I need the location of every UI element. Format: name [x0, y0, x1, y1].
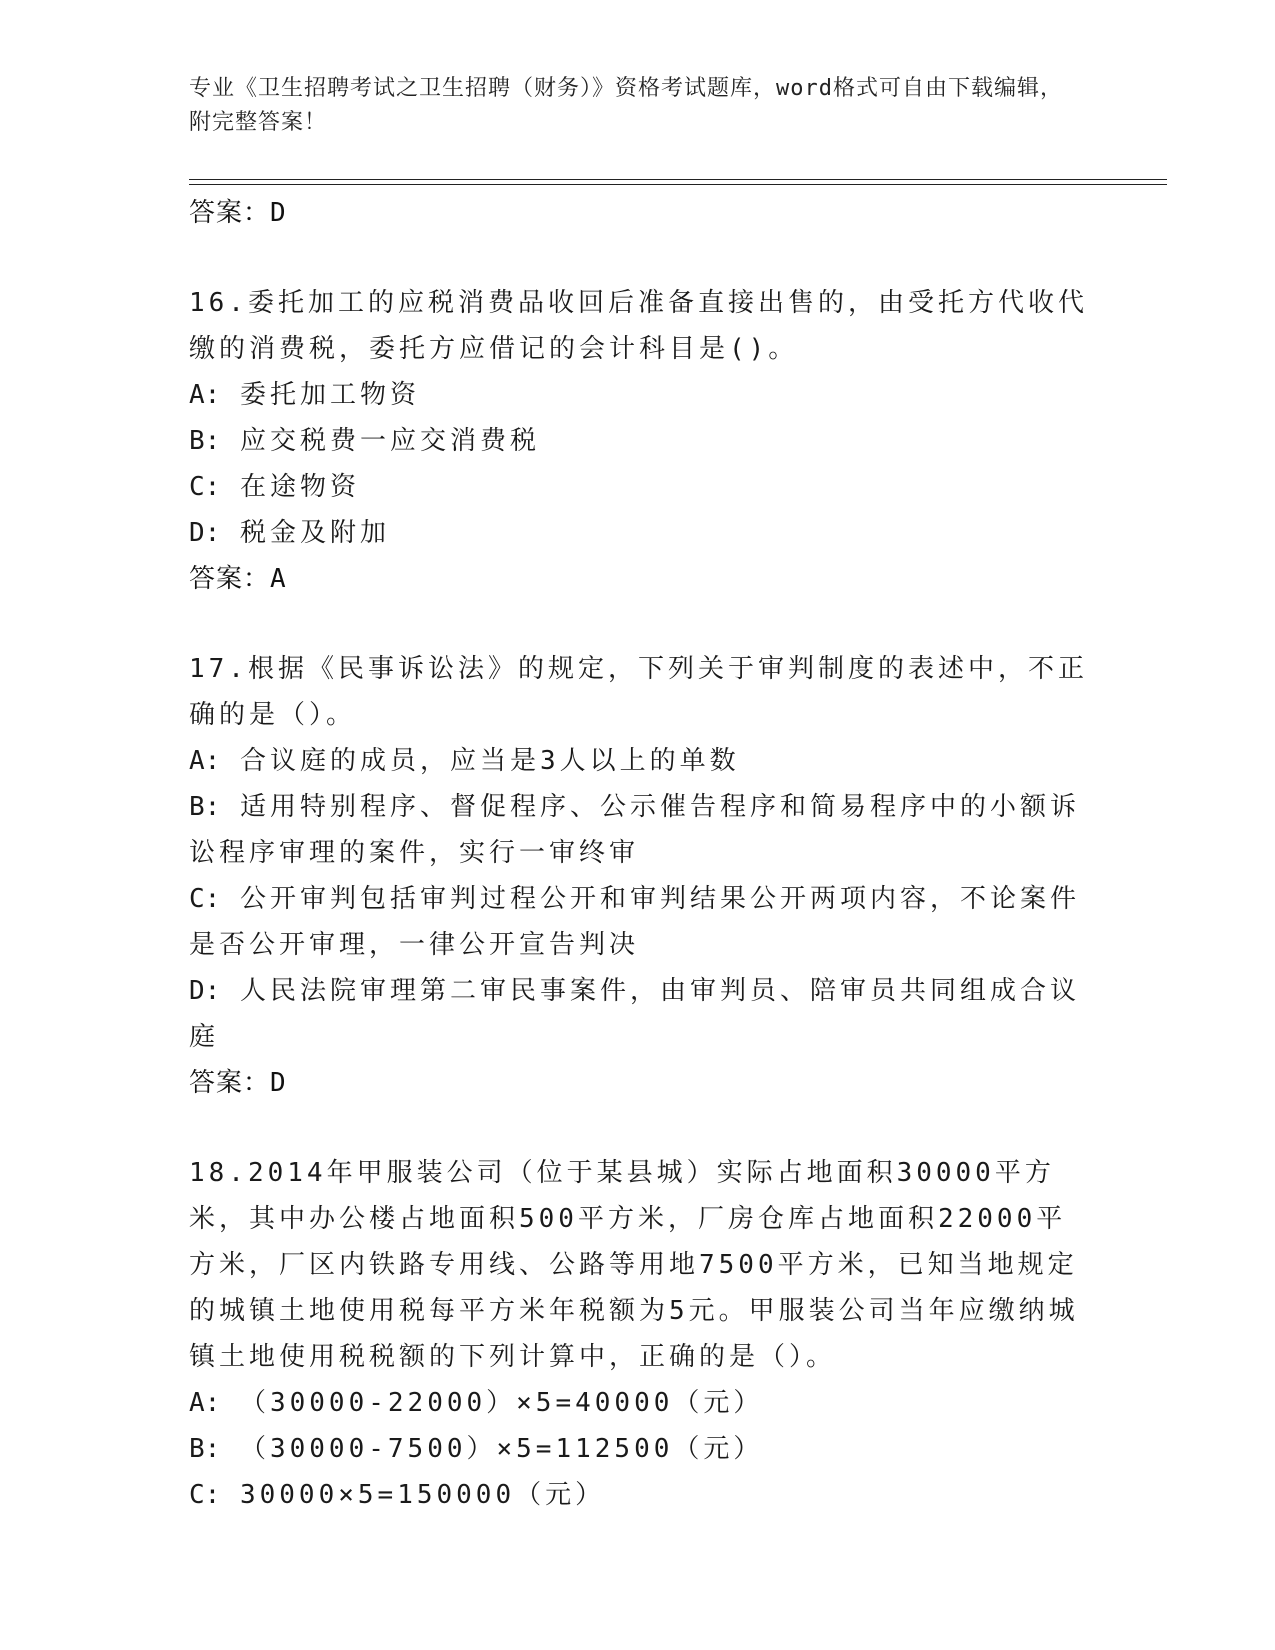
header-rule-top — [189, 179, 1167, 180]
option-a — [189, 1380, 1089, 1426]
answer-value: D — [270, 1068, 287, 1098]
question-17 — [189, 646, 1089, 1106]
option-label: D: — [189, 976, 221, 1006]
option-text: 适用特别程序、督促程序、公示催告程序和简易程序中的小额诉讼程序审理的案件，实行一审终审 — [189, 792, 1080, 868]
option-a — [189, 372, 1089, 418]
header-text: 专业《卫生招聘考试之卫生招聘（财务）》资格考试题库，word格式可自由下载编辑，附完整答案！ — [189, 76, 1063, 135]
option-d — [189, 510, 1089, 556]
answer-label: 答案： — [189, 198, 271, 228]
answer-label: 答案： — [189, 1068, 271, 1098]
question-stem: 17.根据《民事诉讼法》的规定，下列关于审判制度的表述中，不正确的是（）。 — [189, 654, 1088, 730]
option-label: B: — [189, 1434, 221, 1464]
option-c — [189, 876, 1089, 968]
answer-line — [189, 556, 1089, 602]
option-label: C: — [189, 472, 221, 502]
option-label: C: — [189, 884, 221, 914]
question-stem: 16.委托加工的应税消费品收回后准备直接出售的，由受托方代收代缴的消费税，委托方应借记的会计科目是()。 — [189, 288, 1088, 364]
option-label: A: — [189, 380, 221, 410]
option-text: 在途物资 — [239, 472, 360, 502]
option-text: 30000×5=150000（元） — [239, 1480, 606, 1510]
option-text: 应交税费一应交消费税 — [239, 426, 540, 456]
question-stem: 18.2014年甲服装公司（位于某县城）实际占地面积30000平方米，其中办公楼占地面积500平方米，厂房仓库占地面积22000平方米，厂区内铁路专用线、公路等用地7500平方米，已知当地规定的城镇土地使用税每平方米年税额为5元。甲服装公司当年应缴纳城镇土地使用税税额的下列计算中，正确的是（）。 — [189, 1158, 1079, 1372]
option-text: 合议庭的成员，应当是3人以上的单数 — [239, 746, 740, 776]
option-label: A: — [189, 746, 221, 776]
option-b — [189, 418, 1089, 464]
option-label: D: — [189, 518, 221, 548]
page-header — [189, 72, 1069, 140]
option-label: B: — [189, 426, 221, 456]
header-rule-bottom — [189, 184, 1167, 185]
question-18 — [189, 1150, 1089, 1518]
option-label: A: — [189, 1388, 221, 1418]
option-a — [189, 738, 1089, 784]
option-text: 人民法院审理第二审民事案件，由审判员、陪审员共同组成合议庭 — [189, 976, 1080, 1052]
answer-line — [189, 1060, 1089, 1106]
option-label: C: — [189, 1480, 221, 1510]
option-d — [189, 968, 1089, 1060]
option-text: （30000-7500）×5=112500（元） — [239, 1434, 764, 1464]
question-16 — [189, 280, 1089, 602]
option-b — [189, 784, 1089, 876]
option-text: 公开审判包括审判过程公开和审判结果公开两项内容，不论案件是否公开审理，一律公开宣告判决 — [189, 884, 1080, 960]
answer-label: 答案： — [189, 564, 271, 594]
option-c — [189, 1472, 1089, 1518]
option-label: B: — [189, 792, 221, 822]
answer-line — [189, 190, 1089, 236]
option-b — [189, 1426, 1089, 1472]
option-c — [189, 464, 1089, 510]
option-text: 委托加工物资 — [239, 380, 420, 410]
answer-value: D — [270, 198, 287, 228]
document-body — [189, 190, 1089, 1518]
answer-value: A — [270, 564, 287, 594]
option-text: （30000-22000）×5=40000（元） — [239, 1388, 764, 1418]
option-text: 税金及附加 — [239, 518, 390, 548]
